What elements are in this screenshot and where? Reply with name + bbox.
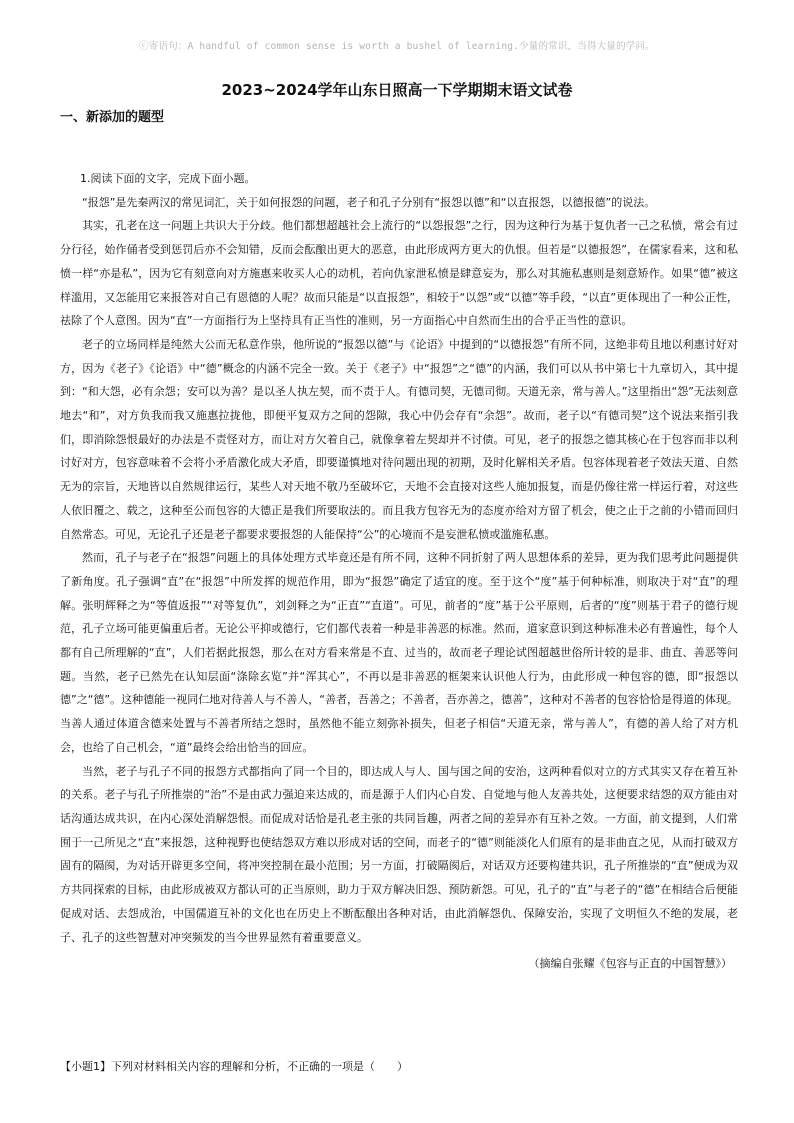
source-citation: （摘编自张耀《包容与正直的中国智慧》） <box>528 957 732 971</box>
watermark-motto: ⓒ寄语句：A handful of common sense is worth a bushel of learning.少量的常识，当得大量的学问。 <box>139 41 655 52</box>
reading-passage <box>60 162 738 976</box>
question-instruction: 1.阅读下面的文字，完成下面小题。 <box>80 172 256 185</box>
section-heading: 一、新添加的题型 <box>60 110 165 125</box>
passage-paragraph-4: 然而，孔子与老子在“报怨”问题上的具体处理方式毕竟还是有所不同，这种不同折射了两人思想体系的差异，更为我们思考此问题提供了新角度。孔子强调“直”在“报怨”中所发挥的规范作用，即为“报怨”确定了适宜的度。至于这个“度”基于何种标准，则取决于对“直”的理解。张明辉释之为“等值返报”“对等复仇”，刘剑释之为“正直”“直道”。可见，前者的“度”基于公平原则，后者的“度”则基于君子的德行规范，孔子立场可能更偏重后者。无论公平抑或德行，它们都代表着一种是非善恶的标准。然而，道家意识到这种标准未必有普遍性，每个人都有自己所理解的“直”，人们若据此报怨，那么在对方看来常是不直、过当的，故而老子理论试图超越世俗所计较的是非、曲直、善恶等问题。当然，老子已然先在认知层面“涤除玄览”并“浑其心”，不再以是非善恶的框架来认识他人行为，由此形成一种包容的德，即“报怨以德”之“德”。这种德能一视同仁地对待善人与不善人，“善者，吾善之；不善者，吾亦善之，德善”，这种对不善者的包容恰恰是得道的体现。当善人通过体道含德来处置与不善者所结之怨时，虽然他不能立刻弥补损失，但老子相信“天道无亲，常与善人”，有德的善人给了对方机会，也给了自己机会，“道”最终会给出恰当的回应。 <box>60 551 738 754</box>
passage-paragraph-1: “报怨”是先秦两汉的常见词汇，关于如何报怨的问题，老子和孔子分别有“报怨以德”和“以直报怨，以德报德”的说法。 <box>82 195 656 209</box>
sub-question-1: 【小题1】下列对材料相关内容的理解和分析，不正确的一项是（ ） <box>60 1060 408 1073</box>
passage-paragraph-5: 当然，老子与孔子不同的报怨方式都指向了同一个目的，即达成人与人、国与国之间的安治，这两种看似对立的方式其实又存在着互补的关系。老子与孔子所推崇的“治”不是由武力强迫来达成的，而是源于人们内心自发、自觉地与他人友善共处，这便要求结怨的双方能由对话沟通达成共识，在内心深处消解怨恨。而促成对话恰是孔老主张的共同旨趣，两者之间的差异亦有互补之效。一方面，前文提到，人们常囿于一己所见之“直”来报怨，这种视野也使结怨双方难以形成对话的空间，而老子的“德”则能淡化人们原有的是非曲直之见，从而打破双方固有的隔阂，为对话开辟更多空间，将冲突控制在最小范围；另一方面，打破隔阂后，对话双方还要构建共识，孔子所推崇的“直”便成为双方共同探索的目标，由此形成被双方都认可的正当原则，助力于双方解决旧怨、预防新怨。可见，孔子的“直”与老子的“德”在相结合后便能促成对话、去怨成治，中国儒道互补的文化也在历史上不断酝酿出各种对话，由此消解怨仇、保障安治，实现了文明恒久不绝的发展，老子、孔子的这些智慧对冲突频发的当今世界显然有着重要意义。 <box>60 764 738 944</box>
document-title: 2023~2024学年山东日照高一下学期期末语文试卷 <box>221 81 573 99</box>
passage-paragraph-3: 老子的立场同样是纯然大公而无私意作祟，他所说的“报怨以德”与《论语》中提到的“以德报怨”有所不同，这绝非苟且地以利惠讨好对方，因为《老子》《论语》中“德”概念的内涵不完全一致。关于《老子》中“报怨”之“德”的内涵，我们可以从书中第七十九章切入，其中提到：“和大怨，必有余怨；安可以为善？是以圣人执左契，而不责于人。有德司契，无德司彻。天道无亲，常与善人。”这里指出“怨”无法刻意地去“和”，对方负我而我又施惠拉拢他，即便平复双方之间的怨隙，我心中仍会存有“余怨”。故而，老子以“有德司契”这个说法来指引我们，即消除怨恨最好的办法是不责怪对方，而让对方欠着自己，就像拿着左契却并不讨债。可见，老子的报怨之德其核心在于包容而非以利讨好对方，包容意味着不会将小矛盾激化成大矛盾，即要谨慎地对待问题出现的初期，及时化解相关矛盾。包容体现着老子效法天道、自然无为的宗旨，天地皆以自然规律运行，某些人对天地不敬乃至破坏它，天地不会直接对这些人施加报复，而是仍像往常一样运行着，对这些人依旧覆之、载之，这种至公而包容的大德正是我们所要取法的。而且我方包容无为的态度亦给对方留了机会，使之止于之前的小错而回归自然常态。可见，无论孔子还是老子都要求要报怨的人能保持“公”的心境而不是妄泄私愤或滥施私惠。 <box>60 337 738 541</box>
passage-paragraph-2: 其实，孔老在这一问题上共识大于分歧。他们都想超越社会上流行的“以怨报怨”之行，因为这种行为基于复仇者一己之私愤，常会有过分行径，始作俑者受到惩罚后亦不会知错，反而会酝酿出更大的恶意，由此形成两方更大的仇恨。但若是“以德报怨”，在儒家看来，这和私愤一样“亦是私”，因为它有刻意向对方施惠来收买人心的动机，若向仇家泄私愤是肆意妄为，那么对其施私惠则是刻意矫作。如果“德”被这样滥用，又怎能用它来报答对自己有恩德的人呢？故而只能是“以直报怨”，相较于“以怨”或“以德”等手段，“以直”更体现出了一种公正性，祛除了个人意图。因为“直”一方面指行为上坚持具有正当性的准则，另一方面指心中自然而生出的合乎正当性的意识。 <box>60 219 738 328</box>
